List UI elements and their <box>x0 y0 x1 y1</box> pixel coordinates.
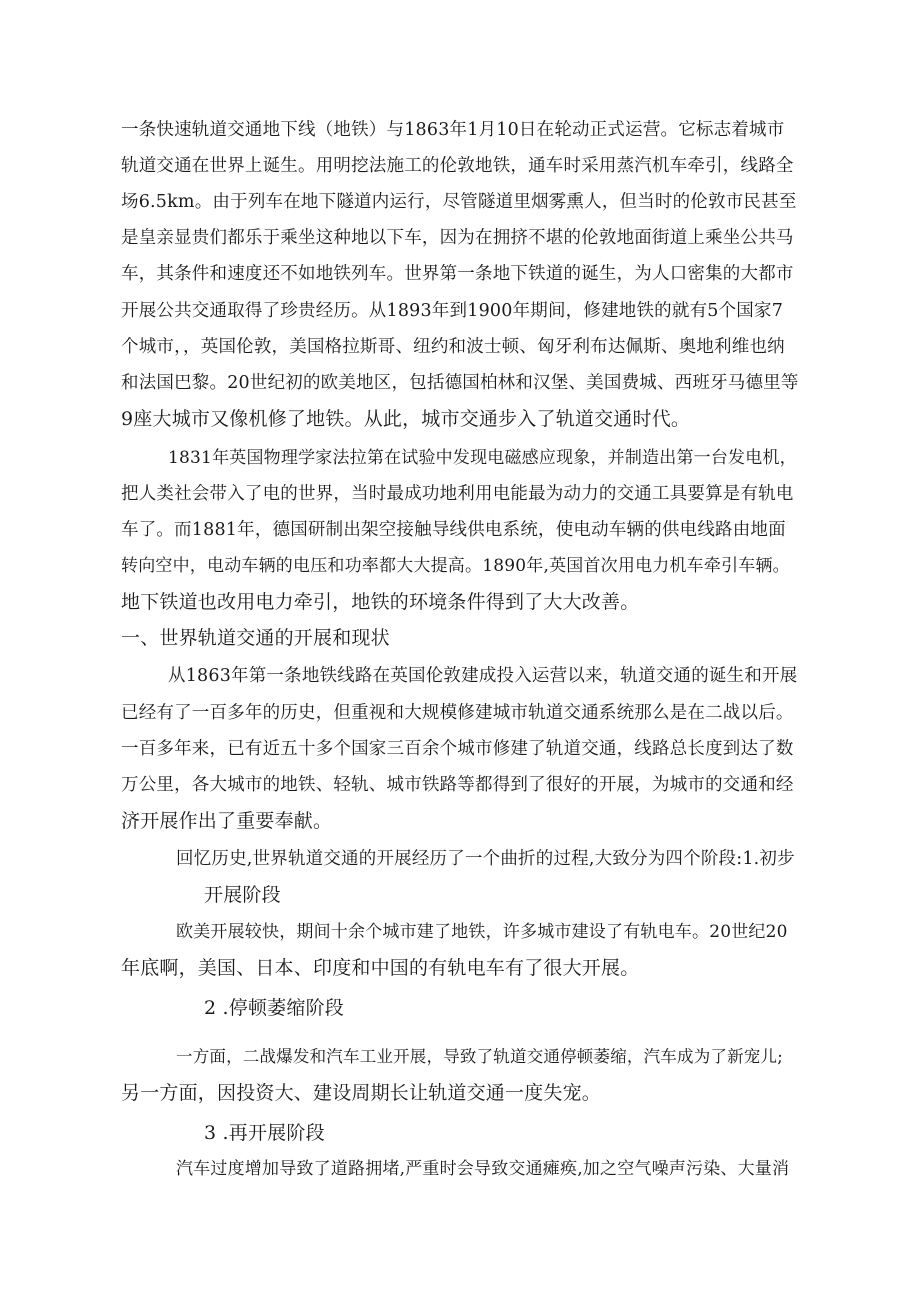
text-line: 从1863年第一条地铁线路在英国伦敦建成投入运营以来，轨道交通的诞生和开展 <box>168 666 798 686</box>
text-line: 车了。而1881年，德国研制出架空接触导线供电系统，使电动车辆的供电线路由地面 <box>121 520 786 540</box>
text-line: 已经有了一百多年的历史，但重视和大规模修建城市轨道交通系统那么是在二战以后。 <box>121 703 794 723</box>
text-line: 转向空中，电动车辆的电压和功率都大大提高。1890年,英国首次用电力机车牵引车辆。 <box>121 556 790 576</box>
text-line: 地下铁道也改用电力牵引，地铁的环境条件得到了大大改善。 <box>121 591 640 613</box>
text-line: 开展阶段 <box>204 884 281 906</box>
text-line: 年底啊，美国、日本、印度和中国的有轨电车有了很大开展。 <box>121 957 640 979</box>
text-line: 另一方面，因投资大、建设周期长让轨道交通一度失宠。 <box>121 1082 602 1104</box>
text-line: 一条快速轨道交通地下线（地铁）与1863年1月10日在轮动正式运营。它标志着城市 <box>121 120 785 140</box>
text-line: 个城市，，英国伦敦，美国格拉斯哥、纽约和波士顿、匈牙利布达佩斯、奥地利维也纳 <box>121 337 785 357</box>
text-line: 9座大城市又像机修了地铁。从此，城市交通步入了轨道交通时代。 <box>121 408 691 430</box>
text-line: 开展公共交通取得了珍贵经历。从1893年到1900年期间，修建地铁的就有5个国家7 <box>121 301 784 321</box>
stage-2-heading: 2 .停顿萎缩阶段 <box>204 997 344 1019</box>
text-line: 场6.5km。由于列车在地下隧道内运行，尽管隧道里烟雾熏人，但当时的伦敦市民甚至 <box>121 192 797 212</box>
text-line: 把人类社会带入了电的世界，当时最成功地利用电能最为动力的交通工具要算是有轨电 <box>121 484 794 504</box>
text-line: 回忆历史,世界轨道交通的开展经历了一个曲折的过程,大致分为四个阶段:1.初步 <box>176 849 795 869</box>
text-line: 是皇亲显贵们都乐于乘坐这种地以下车，因为在拥挤不堪的伦敦地面街道上乘坐公共马 <box>121 228 794 248</box>
text-line: 万公里，各大城市的地铁、轻轨、城市铁路等都得到了很好的开展，为城市的交通和经 <box>121 775 794 795</box>
text-line: 1831年英国物理学家法拉第在试验中发现电磁感应现象，并制造出第一台发电机， <box>168 448 797 468</box>
text-line: 一百多年来，已有近五十多个国家三百余个城市修建了轨道交通，线路总长度到达了数 <box>121 739 794 759</box>
stage-3-heading: 3 .再开展阶段 <box>204 1122 325 1144</box>
section-heading: 一、世界轨道交通的开展和现状 <box>121 627 390 649</box>
text-line: 济开展作出了重要奉献。 <box>121 810 333 832</box>
text-line: 汽车过度增加导致了道路拥堵,严重时会导致交通瘫痪,加之空气噪声污染、大量消 <box>176 1159 790 1179</box>
text-line: 一方面，二战爆发和汽车工业开展，导致了轨道交通停顿萎缩，汽车成为了新宠儿; <box>176 1047 783 1066</box>
text-line: 欧美开展较快，期间十余个城市建了地铁，许多城市建设了有轨电车。20世纪20 <box>176 922 788 942</box>
text-line: 轨道交通在世界上诞生。用明挖法施工的伦敦地铁，通车时采用蒸汽机车牵引，线路全 <box>121 156 794 176</box>
text-line: 和法国巴黎。20世纪初的欧美地区，包括德国柏林和汉堡、美国费城、西班牙马德里等 <box>121 373 799 393</box>
text-line: 车，其条件和速度还不如地铁列车。世界第一条地下铁道的诞生，为人口密集的大都市 <box>121 264 794 284</box>
